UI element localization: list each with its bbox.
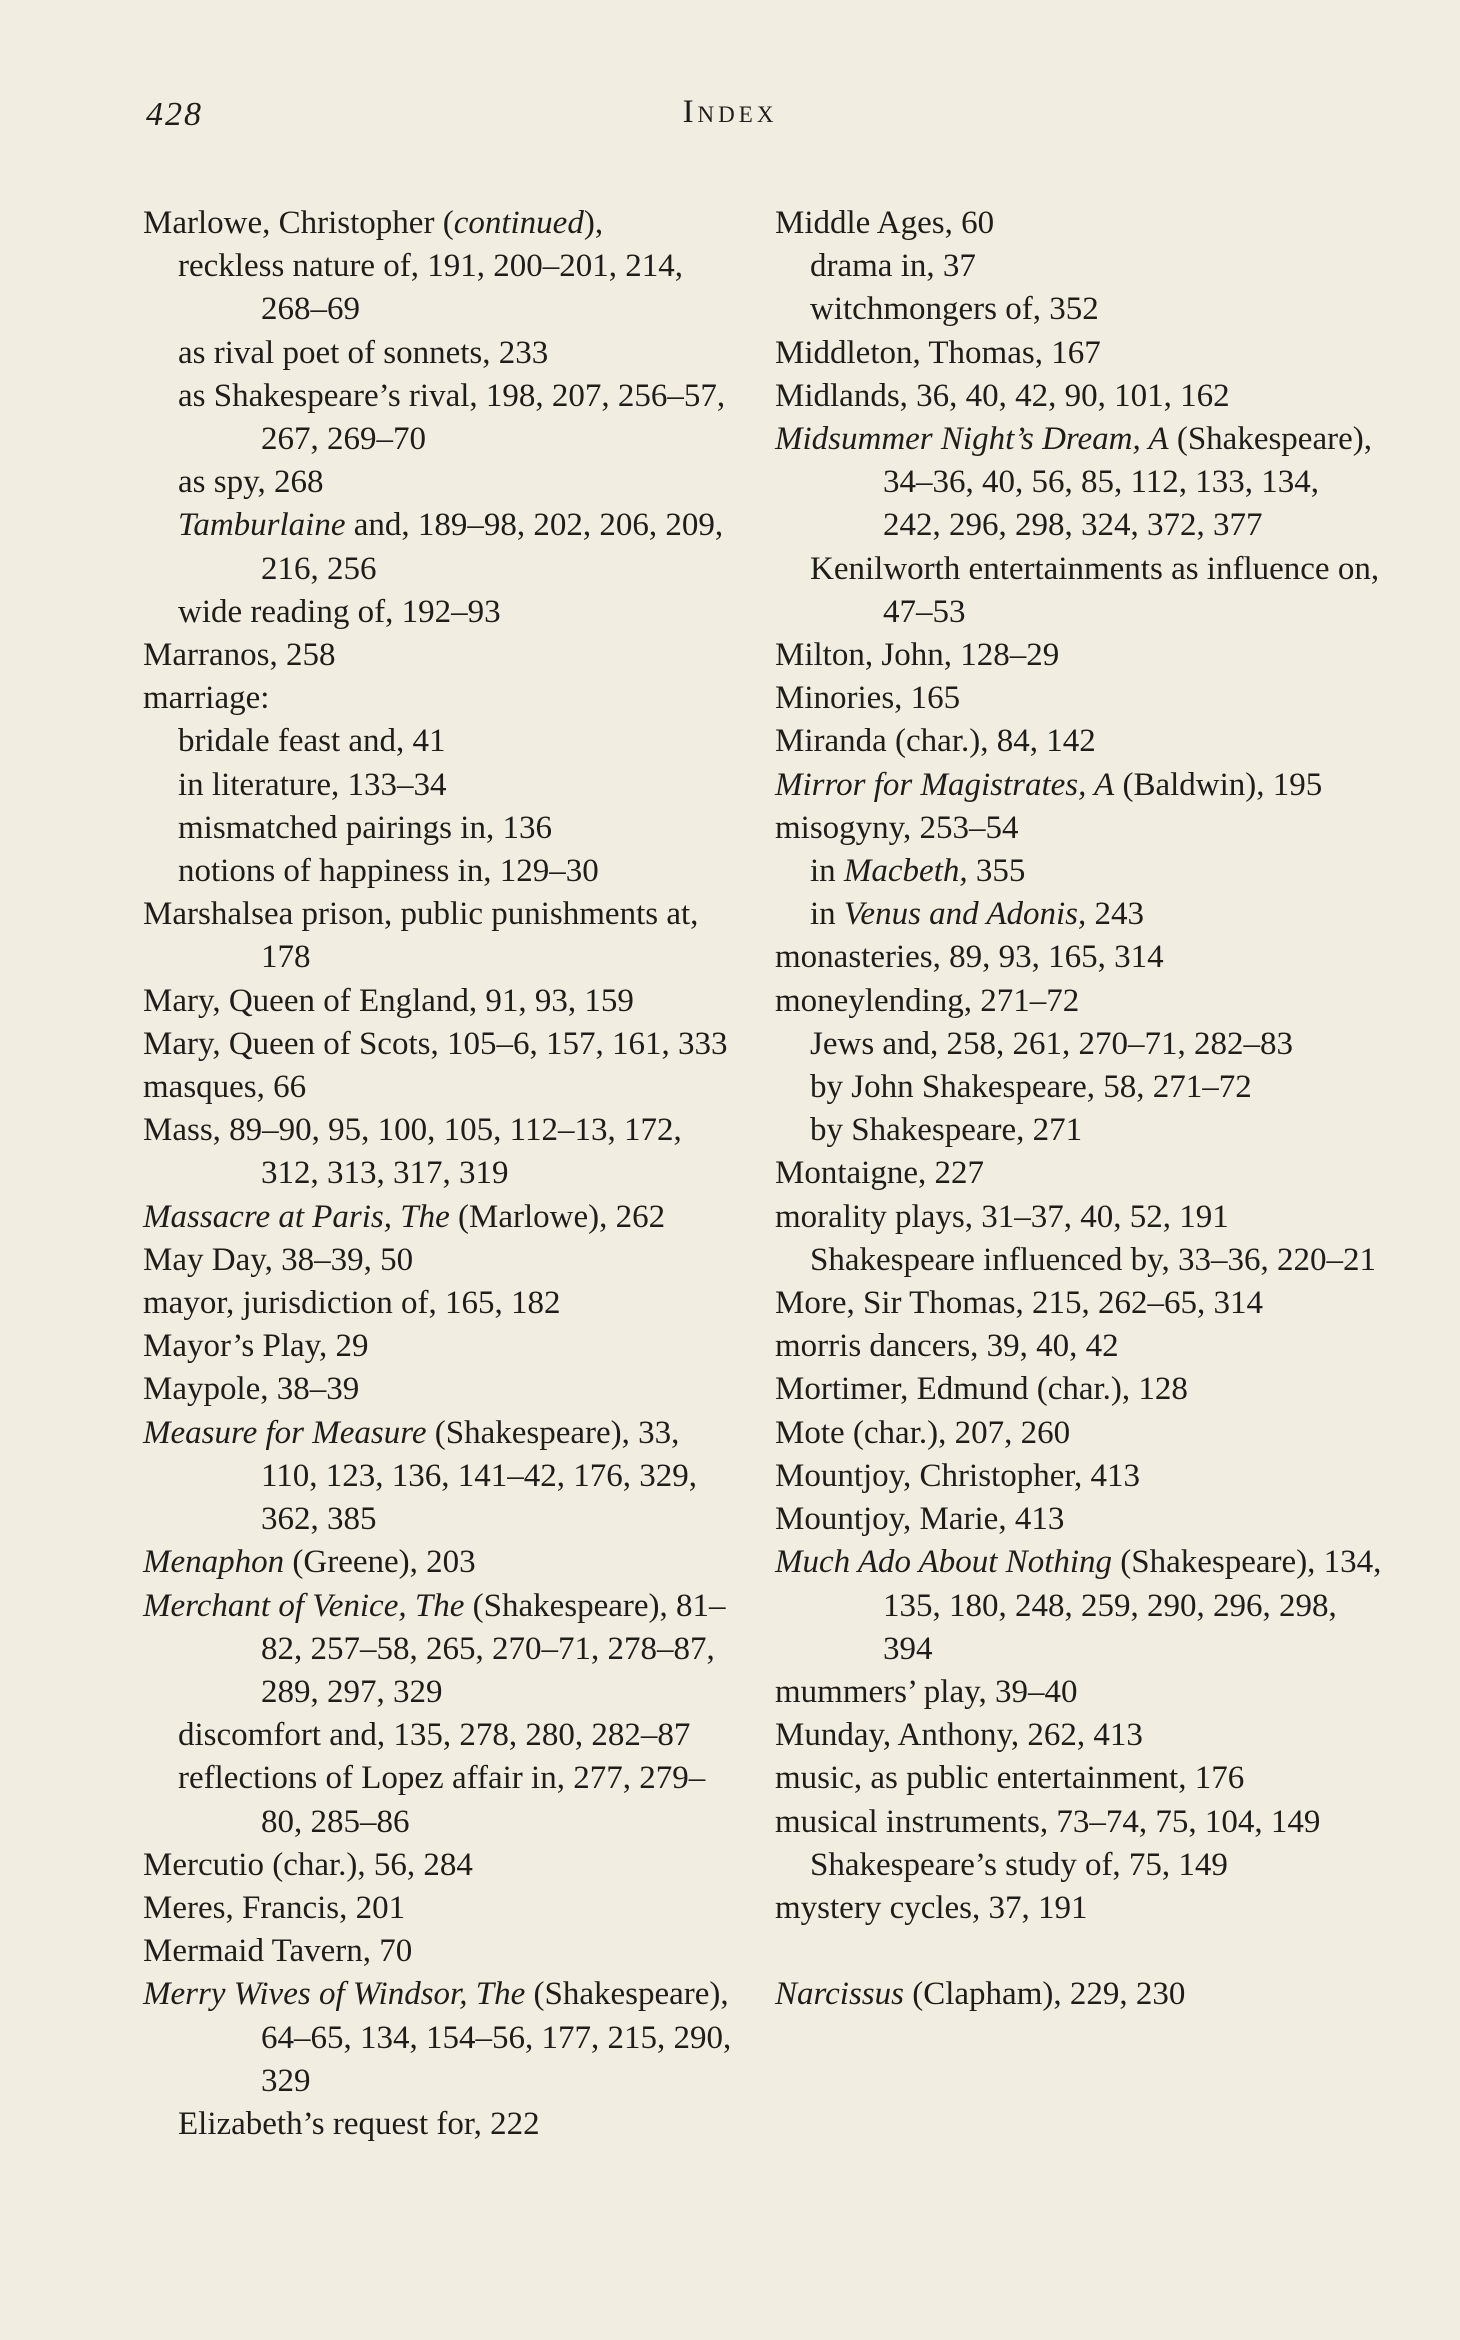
entry-text: misogyny, 253–54 (775, 809, 1019, 846)
entry-text: mummers’ play, 39–40 (775, 1673, 1078, 1710)
entry-title-text: Measure for Measure (143, 1414, 427, 1451)
entry-title-text: Massacre at Paris, The (143, 1198, 450, 1235)
entry-gap (775, 1930, 1385, 1973)
entry-text: Miranda (char.), 84, 142 (775, 723, 1096, 760)
entry-text: Milton, John, 128–29 (775, 637, 1060, 674)
entry-text: (Shakespeare), 33, 110, 123, 136, 141–42, 176, 329, 362, 385 (261, 1414, 698, 1538)
running-head: Index (682, 94, 778, 130)
index-subentry (775, 850, 1385, 893)
index-column-right (775, 202, 1385, 2016)
entry-title-text: Macbeth, (843, 853, 968, 890)
entry-text: ), (583, 205, 604, 241)
entry-text: Munday, Anthony, 262, 413 (775, 1717, 1143, 1754)
index-entry (775, 1196, 1385, 1239)
entry-text: Mermaid Tavern, 70 (143, 1933, 413, 1970)
entry-text: Midlands, 36, 40, 42, 90, 101, 162 (775, 377, 1230, 414)
entry-text: drama in, 37 (810, 248, 976, 285)
entry-title-text: Merchant of Venice, The (143, 1587, 465, 1624)
entry-text: Shakespeare’s study of, 75, 149 (810, 1846, 1228, 1883)
index-entry (775, 720, 1385, 763)
entry-text: reckless nature of, 191, 200–201, 214, 268–69 (178, 248, 683, 328)
entry-text: Jews and, 258, 261, 270–71, 282–83 (810, 1025, 1294, 1062)
index-entry (143, 1368, 733, 1411)
index-entry (143, 1930, 733, 1973)
index-entry (775, 1282, 1385, 1325)
index-entry (143, 1887, 733, 1930)
entry-text: by Shakespeare, 271 (810, 1112, 1083, 1149)
entry-text: moneylending, 271–72 (775, 982, 1080, 1019)
entry-title-text: Venus and Adonis, (843, 896, 1087, 933)
entry-text: Mass, 89–90, 95, 100, 105, 112–13, 172, 312, 313, 317, 319 (143, 1112, 682, 1192)
index-entry (143, 1196, 733, 1239)
entry-text: 355 (967, 853, 1026, 890)
index-entry (775, 202, 1385, 245)
index-subentry (143, 807, 733, 850)
index-entry (143, 1109, 733, 1195)
index-entry (775, 807, 1385, 850)
entry-text: in (810, 853, 844, 890)
index-entry (775, 1152, 1385, 1195)
index-subentry (143, 1714, 733, 1757)
entry-text: (Shakespeare), 81–82, 257–58, 265, 270–71, 278–87, 289, 297, 329 (261, 1587, 726, 1710)
entry-text: Mary, Queen of Scots, 105–6, 157, 161, 333 (143, 1025, 728, 1062)
index-column-left (143, 202, 733, 2146)
entry-text: Kenilworth entertainments as influence on, 47–53 (810, 550, 1380, 630)
index-entry (775, 1368, 1385, 1411)
entry-text: (Shakespeare), 64–65, 134, 154–56, 177, 215, 290, 329 (261, 1976, 732, 2099)
entry-text: as Shakespeare’s rival, 198, 207, 256–57, 267, 269–70 (178, 377, 726, 458)
index-subentry (775, 1109, 1385, 1152)
entry-text: Shakespeare influenced by, 33–36, 220–21 (810, 1241, 1377, 1278)
entry-text: (Baldwin), 195 (1114, 766, 1323, 803)
entry-text: as rival poet of sonnets, 233 (178, 334, 549, 371)
index-entry (775, 1714, 1385, 1757)
index-entry (775, 418, 1385, 548)
entry-text: music, as public entertainment, 176 (775, 1760, 1245, 1797)
entry-text: Mercutio (char.), 56, 284 (143, 1846, 473, 1883)
index-entry (143, 1066, 733, 1109)
entry-text: mayor, jurisdiction of, 165, 182 (143, 1285, 561, 1322)
index-entry (143, 1585, 733, 1715)
entry-text: reflections of Lopez affair in, 277, 279–80, 285–86 (178, 1760, 706, 1840)
index-entry (143, 677, 733, 720)
index-subentry (143, 245, 733, 331)
index-subentry (143, 332, 733, 375)
index-entry (143, 202, 733, 245)
entry-text: Marlowe, Christopher ( (143, 205, 454, 241)
entry-text: by John Shakespeare, 58, 271–72 (810, 1069, 1252, 1106)
index-entry (143, 1325, 733, 1368)
index-entry (775, 764, 1385, 807)
entry-text: (Shakespeare), 134, 135, 180, 248, 259, 290, 296, 298, 394 (883, 1544, 1382, 1667)
entry-text: May Day, 38–39, 50 (143, 1241, 414, 1278)
index-entry (775, 375, 1385, 418)
index-entry (143, 1282, 733, 1325)
entry-text: (Greene), 203 (284, 1544, 476, 1581)
index-entry (143, 1541, 733, 1584)
entry-text: mystery cycles, 37, 191 (775, 1889, 1088, 1926)
index-subentry (143, 1757, 733, 1843)
entry-title-text: Menaphon (143, 1544, 285, 1581)
index-subentry (775, 548, 1385, 634)
index-entry (775, 1325, 1385, 1368)
index-subentry (143, 375, 733, 461)
entry-text: monasteries, 89, 93, 165, 314 (775, 939, 1164, 976)
entry-text: Middle Ages, 60 (775, 205, 995, 241)
entry-text: witchmongers of, 352 (810, 291, 1099, 328)
entry-text: bridale feast and, 41 (178, 723, 446, 760)
entry-text: Montaigne, 227 (775, 1155, 984, 1192)
index-subentry (143, 591, 733, 634)
entry-title-text: Merry Wives of Windsor, The (143, 1976, 526, 2013)
entry-text: wide reading of, 192–93 (178, 593, 501, 630)
index-entry (775, 980, 1385, 1023)
index-entry (775, 1887, 1385, 1930)
index-subentry (143, 2103, 733, 2146)
entry-text: marriage: (143, 680, 270, 717)
entry-text: (Shakespeare), 34–36, 40, 56, 85, 112, 133, 134, 242, 296, 298, 324, 372, 377 (883, 421, 1372, 544)
index-entry (143, 1844, 733, 1887)
entry-text: morality plays, 31–37, 40, 52, 191 (775, 1198, 1229, 1235)
index-entry (775, 1801, 1385, 1844)
entry-text: discomfort and, 135, 278, 280, 282–87 (178, 1717, 691, 1754)
entry-text: Mote (char.), 207, 260 (775, 1414, 1071, 1451)
entry-text: (Clapham), 229, 230 (903, 1976, 1186, 2013)
index-subentry (143, 850, 733, 893)
index-entry (143, 1239, 733, 1282)
entry-title-text: Midsummer Night’s Dream, A (775, 421, 1169, 458)
index-entry (775, 1455, 1385, 1498)
entry-text: Mountjoy, Marie, 413 (775, 1501, 1065, 1538)
entry-text: Minories, 165 (775, 680, 961, 717)
index-entry (143, 980, 733, 1023)
entry-text: Mayor’s Play, 29 (143, 1328, 369, 1365)
index-entry (775, 634, 1385, 677)
entry-text: More, Sir Thomas, 215, 262–65, 314 (775, 1285, 1263, 1322)
index-entry (143, 634, 733, 677)
index-entry (775, 1973, 1385, 2016)
index-entry (775, 1541, 1385, 1671)
entry-text: notions of happiness in, 129–30 (178, 853, 599, 890)
entry-title-text: continued (453, 205, 584, 241)
entry-title-text: Mirror for Magistrates, A (775, 766, 1115, 803)
index-subentry (775, 1844, 1385, 1887)
entry-text: mismatched pairings in, 136 (178, 809, 552, 846)
entry-text: Middleton, Thomas, 167 (775, 334, 1101, 371)
entry-title-text: Tamburlaine (178, 507, 346, 544)
entry-text: musical instruments, 73–74, 75, 104, 149 (775, 1803, 1321, 1840)
index-entry (775, 677, 1385, 720)
entry-text: in (810, 896, 844, 933)
index-subentry (143, 764, 733, 807)
index-subentry (775, 288, 1385, 331)
entry-text: Marshalsea prison, public punishments at, 178 (143, 896, 699, 976)
index-entry (143, 1023, 733, 1066)
index-subentry (143, 461, 733, 504)
index-entry (775, 332, 1385, 375)
index-entry (775, 936, 1385, 979)
index-subentry (775, 1239, 1385, 1282)
index-subentry (775, 1023, 1385, 1066)
entry-text: Marranos, 258 (143, 637, 336, 674)
index-subentry (775, 1066, 1385, 1109)
index-subentry (143, 720, 733, 763)
index-entry (775, 1412, 1385, 1455)
page-number: 428 (146, 96, 203, 133)
index-subentry (775, 245, 1385, 288)
entry-text: Mary, Queen of England, 91, 93, 159 (143, 982, 634, 1019)
index-entry (143, 1973, 733, 2103)
index-entry (775, 1498, 1385, 1541)
entry-text: in literature, 133–34 (178, 766, 447, 803)
entry-text: morris dancers, 39, 40, 42 (775, 1328, 1119, 1365)
entry-text: Mountjoy, Christopher, 413 (775, 1457, 1141, 1494)
entry-text: Meres, Francis, 201 (143, 1889, 406, 1926)
entry-text: (Marlowe), 262 (449, 1198, 666, 1235)
entry-text: Maypole, 38–39 (143, 1371, 360, 1408)
entry-title-text: Much Ado About Nothing (775, 1544, 1113, 1581)
entry-text: as spy, 268 (178, 464, 324, 501)
entry-text: Elizabeth’s request for, 222 (178, 2105, 540, 2142)
index-subentry (143, 504, 733, 590)
entry-text: masques, 66 (143, 1069, 307, 1106)
index-entry (143, 893, 733, 979)
index-entry (143, 1412, 733, 1542)
entry-text: and, 189–98, 202, 206, 209, 216, 256 (261, 507, 724, 587)
index-entry (775, 1671, 1385, 1714)
entry-text: 243 (1086, 896, 1144, 933)
entry-title-text: Narcissus (775, 1976, 904, 2013)
index-entry (775, 1757, 1385, 1800)
index-subentry (775, 893, 1385, 936)
entry-text: Mortimer, Edmund (char.), 128 (775, 1371, 1188, 1408)
